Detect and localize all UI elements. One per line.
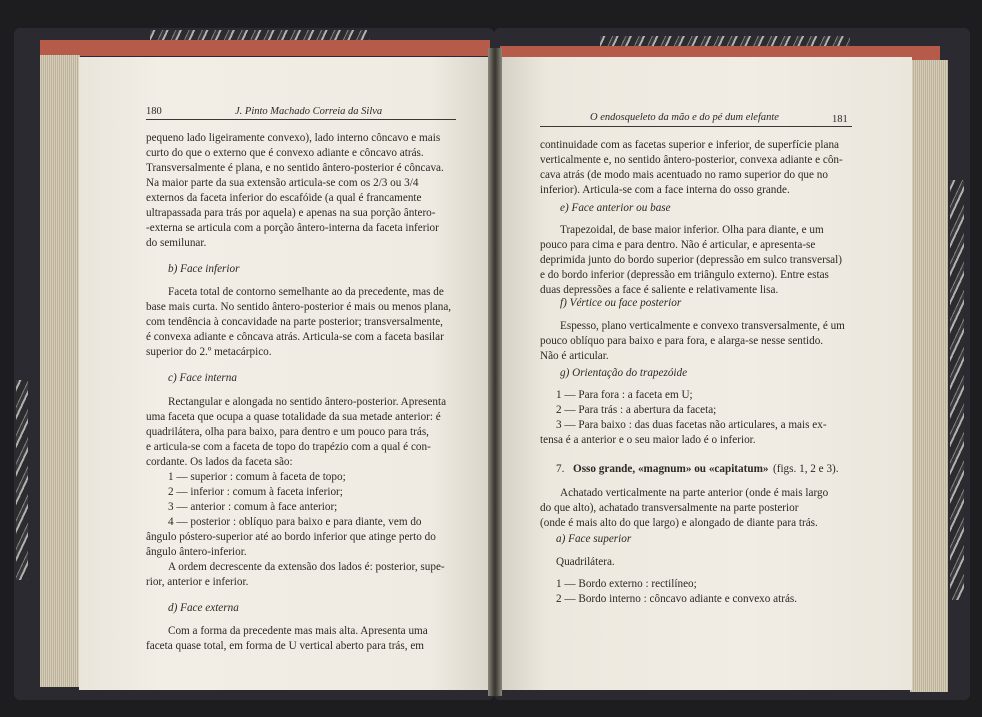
marbled-edge-top [150,30,370,40]
text-line: ângulo ântero-inferior. [146,546,247,558]
text-line: Faceta total de contorno semelhante ao da precedente, mas de [168,286,444,298]
section-heading: c) Face interna [168,372,237,384]
text-line: Não é articular. [540,350,609,362]
list-item: 1 — Para fora : a faceta em U; [556,389,693,401]
text-line: externos da faceta inferior do escafóide (a qual é francamente [146,192,422,204]
text-line: tensa é a anterior e o seu maior lado é o inferior. [540,434,756,446]
section-title: Osso grande, «magnum» ou «capitatum» [573,463,769,475]
marbled-edge-left [16,380,28,580]
text-line: A ordem decrescente da extensão dos lados é: posterior, supe- [168,561,445,573]
text-line: Achatado verticalmente na parte anterior (onde é mais largo [560,487,829,499]
list-item: 2 — Para trás : a abertura da faceta; [556,404,717,416]
text-line: Com a forma da precedente mas mais alta. Apresenta uma [168,625,428,637]
list-item: 2 — inferior : comum à faceta inferior; [168,486,343,498]
section-number: 7. [556,463,565,475]
book-gutter [488,48,502,696]
section-heading: g) Orientação do trapezóide [560,367,688,379]
text-line: pouco para cima e para dentro. Não é articular, e apresenta-se [540,239,816,251]
page-number-left: 180 [146,106,162,117]
text-line: curto do que o externo que é convexo adiante e côncavo atrás. [146,147,424,159]
text-line: pequeno lado ligeiramente convexo), lado interno côncavo e mais [146,132,441,144]
section-heading: b) Face inferior [168,263,240,275]
running-head-left: J. Pinto Machado Correia da Silva [235,106,383,117]
page-number-right: 181 [832,114,848,125]
header-rule-right [540,126,852,127]
list-item: 1 — superior : comum à faceta de topo; [168,471,346,483]
text-line: verticalmente e, no sentido ântero-posterior, convexa adiante e côn- [540,154,843,166]
section-figure-ref: (figs. 1, 2 e 3). [773,463,839,475]
text-line: cava atrás (de modo mais acentuado no ramo superior do que no [540,169,828,181]
text-line: Espesso, plano verticalmente e convexo transversalmente, é um [560,320,845,332]
text-line: Rectangular e alongada no sentido ântero-posterior. Apresenta [168,396,447,408]
text-line: com tendência à concavidade na parte posterior; transversalmente, [146,316,443,328]
text-line: faceta quase total, em forma de U vertical aberto para trás, em [146,640,424,652]
list-item: 1 — Bordo externo : rectilíneo; [556,578,697,590]
text-line: Na maior parte da sua extensão articula-se com os 2/3 ou 3/4 [146,177,419,189]
text-line: é convexa adiante e côncava atrás. Articula-se com a faceta basilar [146,331,444,343]
text-line: (onde é mais alto do que largo) e alongado de diante para trás. [540,517,818,529]
page-block-right [910,60,948,692]
list-item: 3 — Para baixo : das duas facetas não articulares, a mais ex- [556,419,827,431]
text-line: e articula-se com a faceta de topo do trapézio com a qual é con- [146,441,431,453]
section-heading: e) Face anterior ou base [560,202,671,214]
text-line: duas depressões a face é saliente e relativamente lisa. [540,284,779,296]
text-line: deprimida junto do bordo superior (depressão em sulco transversal) [540,254,842,266]
section-heading: a) Face superior [556,533,632,545]
text-line: e do bordo inferior (depressão em triângulo externo). Entre estas [540,269,829,281]
text-line: cordante. Os lados da faceta são: [146,456,293,468]
running-head-right: O endosqueleto da mão e do pé dum elefante [590,112,779,123]
text-line: Transversalmente é plana, e no sentido ântero-posterior é côncava. [146,162,444,174]
page-block-left [40,55,80,687]
section-heading: f) Vértice ou face posterior [560,297,682,309]
text-line: inferior). Articula-se com a face interna do osso grande. [540,184,790,196]
text-line: do semilunar. [146,237,207,249]
text-line: base mais curta. No sentido ântero-posterior é mais ou menos plana, [146,301,452,313]
text-line: -externa se articula com a porção ântero-interna da faceta inferior [146,222,439,234]
text-line: ângulo póstero-superior até ao bordo inferior que atinge perto do [146,531,436,543]
marbled-edge-right [950,180,964,600]
text-line: rior, anterior e inferior. [146,576,249,588]
text-line: superior do 2.º metacárpico. [146,346,272,358]
text-line: do que alto), achatado transversalmente na parte posterior [540,502,799,514]
list-item: 4 — posterior : oblíquo para baixo e para diante, vem do [168,516,422,528]
text-line: Quadrilátera. [556,556,615,568]
text-line: continuidade com as facetas superior e inferior, de superfície plana [540,139,839,151]
section-heading: d) Face externa [168,602,239,614]
list-item: 3 — anterior : comum à face anterior; [168,501,338,513]
header-rule-left [146,119,456,120]
text-line: quadrilátera, olha para baixo, para dentro e um pouco para trás, [146,426,429,438]
list-item: 2 — Bordo interno : côncavo adiante e convexo atrás. [556,593,798,605]
text-line: ultrapassada para trás por aquela) e apenas na sua porção ântero- [146,207,436,219]
text-line: uma faceta que ocupa a quase totalidade da sua metade anterior: é [146,411,441,423]
text-line: Trapezoidal, de base maior inferior. Olha para diante, e um [560,224,824,236]
text-line: pouco oblíquo para baixo e para fora, e alarga-se nesse sentido. [540,335,824,347]
page-edge-red [40,40,490,56]
